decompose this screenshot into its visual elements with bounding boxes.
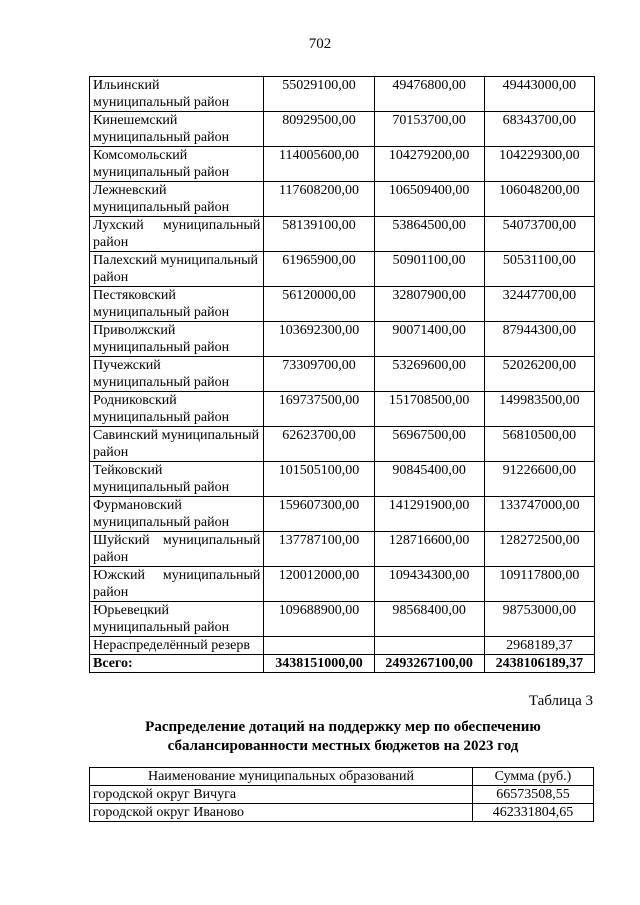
name-cell: Комсомольский муниципальный район	[90, 147, 264, 182]
table-row	[90, 287, 595, 322]
table-header-row	[90, 768, 594, 786]
name-cell: Юрьевецкий муниципальный район	[90, 602, 264, 637]
table-row	[90, 427, 595, 462]
table-row	[90, 77, 595, 112]
name-cell: Палехский муниципальный район	[90, 252, 264, 287]
table-title	[90, 718, 596, 756]
value-cell-2: 141291900,00	[374, 497, 484, 532]
name-cell: Тейковский муниципальный район	[90, 462, 264, 497]
value-cell-1	[264, 637, 374, 655]
table-row	[90, 392, 595, 427]
value-cell-2: 109434300,00	[374, 567, 484, 602]
name-cell: Нераспределённый резерв	[90, 637, 264, 655]
value-cell-2: 53269600,00	[374, 357, 484, 392]
value-cell-3: 49443000,00	[484, 77, 594, 112]
name-cell: Фурмановский муниципальный район	[90, 497, 264, 532]
table-row	[90, 217, 595, 252]
value-cell-1: 137787100,00	[264, 532, 374, 567]
value-cell-3: 128272500,00	[484, 532, 594, 567]
name-cell: Родниковский муниципальный район	[90, 392, 264, 427]
sum-cell: 462331804,65	[473, 804, 594, 822]
name-cell: Кинешемский муниципальный район	[90, 112, 264, 147]
table-row	[90, 147, 595, 182]
value-cell-2: 151708500,00	[374, 392, 484, 427]
value-cell-2: 70153700,00	[374, 112, 484, 147]
value-cell-3: 106048200,00	[484, 182, 594, 217]
value-cell-2: 128716600,00	[374, 532, 484, 567]
value-cell-2: 2493267100,00	[374, 655, 484, 673]
value-cell-3: 109117800,00	[484, 567, 594, 602]
value-cell-1: 3438151000,00	[264, 655, 374, 673]
name-cell: Южский муниципальный район	[90, 567, 264, 602]
table-row	[90, 322, 595, 357]
page-number: 702	[308, 36, 332, 52]
name-cell: городской округ Вичуга	[90, 786, 473, 804]
value-cell-3: 50531100,00	[484, 252, 594, 287]
value-cell-1: 58139100,00	[264, 217, 374, 252]
name-cell: Приволжский муниципальный район	[90, 322, 264, 357]
name-cell: Шуйский муниципальный район	[90, 532, 264, 567]
value-cell-1: 73309700,00	[264, 357, 374, 392]
table-row	[90, 252, 595, 287]
title-line-1: Распределение дотаций на поддержку мер по обеспечению	[145, 719, 541, 735]
value-cell-1: 169737500,00	[264, 392, 374, 427]
table-row	[90, 804, 594, 822]
value-cell-3: 133747000,00	[484, 497, 594, 532]
name-cell: Ильинский муниципальный район	[90, 77, 264, 112]
table-caption: Таблица 3	[528, 693, 593, 709]
value-cell-2: 106509400,00	[374, 182, 484, 217]
name-cell: городской округ Иваново	[90, 804, 473, 822]
value-cell-3: 54073700,00	[484, 217, 594, 252]
value-cell-3: 87944300,00	[484, 322, 594, 357]
table-row	[90, 182, 595, 217]
value-cell-3: 56810500,00	[484, 427, 594, 462]
value-cell-1: 159607300,00	[264, 497, 374, 532]
value-cell-2: 32807900,00	[374, 287, 484, 322]
table-row	[90, 602, 595, 637]
value-cell-2: 53864500,00	[374, 217, 484, 252]
subsidy-table	[89, 767, 594, 822]
value-cell-1: 120012000,00	[264, 567, 374, 602]
title-line-2: сбалансированности местных бюджетов на 2023 год	[167, 738, 519, 754]
name-cell: Лухский муниципальный район	[90, 217, 264, 252]
sum-cell: 66573508,55	[473, 786, 594, 804]
table-row	[90, 786, 594, 804]
name-cell: Лежневский муниципальный район	[90, 182, 264, 217]
table-row	[90, 637, 595, 655]
value-cell-1: 109688900,00	[264, 602, 374, 637]
value-cell-1: 103692300,00	[264, 322, 374, 357]
table-row	[90, 567, 595, 602]
name-cell: Пестяковский муниципальный район	[90, 287, 264, 322]
value-cell-2: 98568400,00	[374, 602, 484, 637]
value-cell-2: 90071400,00	[374, 322, 484, 357]
value-cell-3: 32447700,00	[484, 287, 594, 322]
value-cell-1: 55029100,00	[264, 77, 374, 112]
value-cell-3: 2438106189,37	[484, 655, 594, 673]
name-cell: Савинский муниципальный район	[90, 427, 264, 462]
value-cell-3: 2968189,37	[484, 637, 594, 655]
value-cell-3: 98753000,00	[484, 602, 594, 637]
value-cell-3: 52026200,00	[484, 357, 594, 392]
value-cell-3: 68343700,00	[484, 112, 594, 147]
table-row	[90, 532, 595, 567]
allocation-table	[89, 76, 595, 673]
total-row	[90, 655, 595, 673]
value-cell-2: 90845400,00	[374, 462, 484, 497]
value-cell-1: 56120000,00	[264, 287, 374, 322]
value-cell-1: 114005600,00	[264, 147, 374, 182]
header-name-cell: Наименование муниципальных образований	[90, 768, 473, 786]
value-cell-2: 50901100,00	[374, 252, 484, 287]
table-row	[90, 112, 595, 147]
value-cell-1: 62623700,00	[264, 427, 374, 462]
name-cell: Пучежский муниципальный район	[90, 357, 264, 392]
value-cell-1: 80929500,00	[264, 112, 374, 147]
header-sum-cell: Сумма (руб.)	[473, 768, 594, 786]
value-cell-3: 91226600,00	[484, 462, 594, 497]
value-cell-2: 56967500,00	[374, 427, 484, 462]
table-row	[90, 497, 595, 532]
value-cell-1: 117608200,00	[264, 182, 374, 217]
value-cell-3: 104229300,00	[484, 147, 594, 182]
table-row	[90, 462, 595, 497]
name-cell: Всего:	[90, 655, 264, 673]
value-cell-1: 61965900,00	[264, 252, 374, 287]
value-cell-3: 149983500,00	[484, 392, 594, 427]
table-row	[90, 357, 595, 392]
value-cell-2: 49476800,00	[374, 77, 484, 112]
value-cell-2	[374, 637, 484, 655]
value-cell-1: 101505100,00	[264, 462, 374, 497]
value-cell-2: 104279200,00	[374, 147, 484, 182]
